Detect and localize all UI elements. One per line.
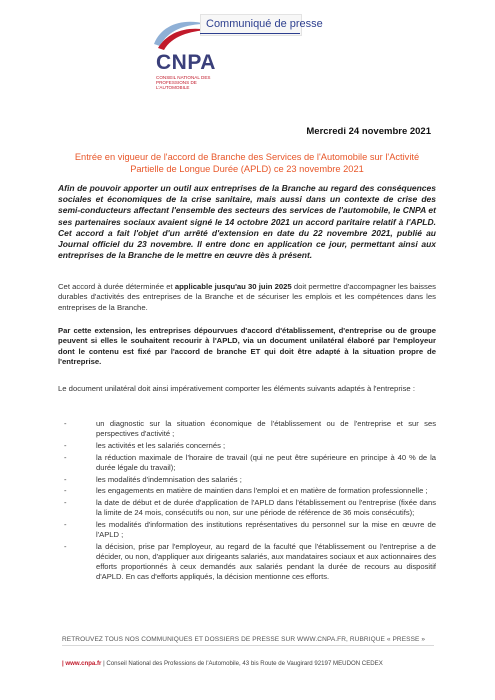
list-item bbox=[58, 441, 436, 451]
requirements-list bbox=[58, 419, 436, 584]
p1-text-a: Cet accord à durée déterminée et bbox=[58, 282, 175, 291]
list-item-text: les modalités d'information des institutions représentatives du personnel sur la mise en œuvre de l'APLD ; bbox=[96, 519, 436, 540]
bullet-dash: - bbox=[64, 486, 67, 496]
list-item bbox=[58, 542, 436, 583]
logo-subtitle: CONSEIL NATIONAL DES PROFESSIONS DE L'AUTOMOBILE bbox=[156, 75, 211, 91]
list-item bbox=[58, 419, 436, 439]
p1-text-c: doit permettre d'accompagner les baisses durables d'activités des entreprises de la Branche et de sécuriser les emplois et les compétences dans les entreprises de la Branche. bbox=[58, 282, 436, 312]
footer-website-link[interactable]: | www.cnpa.fr bbox=[62, 660, 102, 667]
lead-paragraph: Afin de pouvoir apporter un outil aux entreprises de la Branche au regard des conséquences sociales et économiques de la crise sanitaire, mais aussi dans un contexte de crise des semi-conducteurs affectant l'ensemble des secteurs des services de l'automobile, le CNPA et ses partenaires sociaux avaient signé le 14 octobre 2021 un accord paritaire relatif à l'APLD. Cet accord a fait l'objet d'un arrêté d'extension en date du 22 novembre 2021, publié au Journal officiel du 23 novembre. Il entre donc en application ce jour, permettant ainsi aux entreprises de la Branche de le mettre en œuvre dès à présent. bbox=[58, 183, 436, 261]
footer-tagline: RETROUVEZ TOUS NOS COMMUNIQUES ET DOSSIERS DE PRESSE SUR WWW.CNPA.FR, RUBRIQUE « PRESSE » bbox=[62, 636, 426, 643]
bullet-dash: - bbox=[64, 474, 67, 484]
bullet-dash: - bbox=[64, 419, 67, 428]
bullet-dash: - bbox=[64, 541, 67, 551]
bullet-dash: - bbox=[64, 452, 67, 462]
paragraph-duration bbox=[58, 282, 436, 313]
logo-wordmark: CNPA bbox=[156, 51, 216, 74]
footer-address bbox=[62, 660, 383, 667]
paragraph-extension: Par cette extension, les entreprises dépourvues d'accord d'établissement, d'entreprise ou de groupe peuvent si elles le souhaitent recourir à l'APLD, via un document unilatéral élaboré par l'employeur dont le contenu est fixé par l'accord de branche ET qui doit être adapté à la situation propre de l'entreprise. bbox=[58, 326, 436, 367]
footer-divider bbox=[62, 645, 434, 646]
bullet-dash: - bbox=[64, 440, 67, 450]
bullet-dash: - bbox=[64, 519, 67, 529]
list-item-text: les modalités d'indemnisation des salariés ; bbox=[96, 474, 242, 484]
list-item-text: la date de début et de durée d'application de l'APLD dans l'établissement ou l'entreprise (fixée dans la limite de 24 mois, consécutifs ou non, sur une période de référence de 36 mois consécutifs); bbox=[96, 497, 436, 518]
list-item bbox=[58, 475, 436, 485]
list-item bbox=[58, 498, 436, 518]
header-divider bbox=[200, 33, 300, 34]
paragraph-requirements: Le document unilatéral doit ainsi impérativement comporter les éléments suivants adaptés à l'entreprise : bbox=[58, 384, 415, 393]
publication-date: Mercredi 24 novembre 2021 bbox=[306, 126, 431, 137]
list-item-text: la réduction maximale de l'horaire de travail (qui ne peut être supérieure en principe à 40 % de la durée légale du travail); bbox=[96, 452, 436, 472]
list-item-text: un diagnostic sur la situation économique de l'établissement ou de l'entreprise et sur ses perspectives d'activité ; bbox=[96, 419, 436, 439]
press-release-title: Entrée en vigueur de l'accord de Branche des Services de l'Automobile sur l'Activité Partielle de Longue Durée (APLD) ce 23 novembre 2021 bbox=[74, 152, 420, 174]
list-item-text: les activités et les salariés concernés ; bbox=[96, 440, 226, 450]
header-badge: Communiqué de presse bbox=[206, 18, 323, 30]
list-item bbox=[58, 486, 436, 496]
footer-address-text: | Conseil National des Professions de l'Automobile, 43 bis Route de Vaugirard 92197 MEUDON CEDEX bbox=[101, 660, 383, 667]
p1-text-emphasis: applicable jusqu'au 30 juin 2025 bbox=[174, 282, 292, 291]
list-item bbox=[58, 453, 436, 473]
bullet-dash: - bbox=[64, 497, 67, 507]
list-item-text: la décision, prise par l'employeur, au regard de la faculté que l'établissement ou l'entreprise a de décider, ou non, d'appliquer aux dirigeants salariés, aux mandataires sociaux et aux actionnaires des efforts proportionnés à ceux demandés aux salariés pendant la durée de recours au dispositif d'APLD. En cas d'efforts appliqués, la décision mentionne ces efforts. bbox=[96, 541, 436, 582]
list-item-text: les engagements en matière de maintien dans l'emploi et en matière de formation professionnelle ; bbox=[96, 486, 428, 496]
list-item bbox=[58, 520, 436, 540]
